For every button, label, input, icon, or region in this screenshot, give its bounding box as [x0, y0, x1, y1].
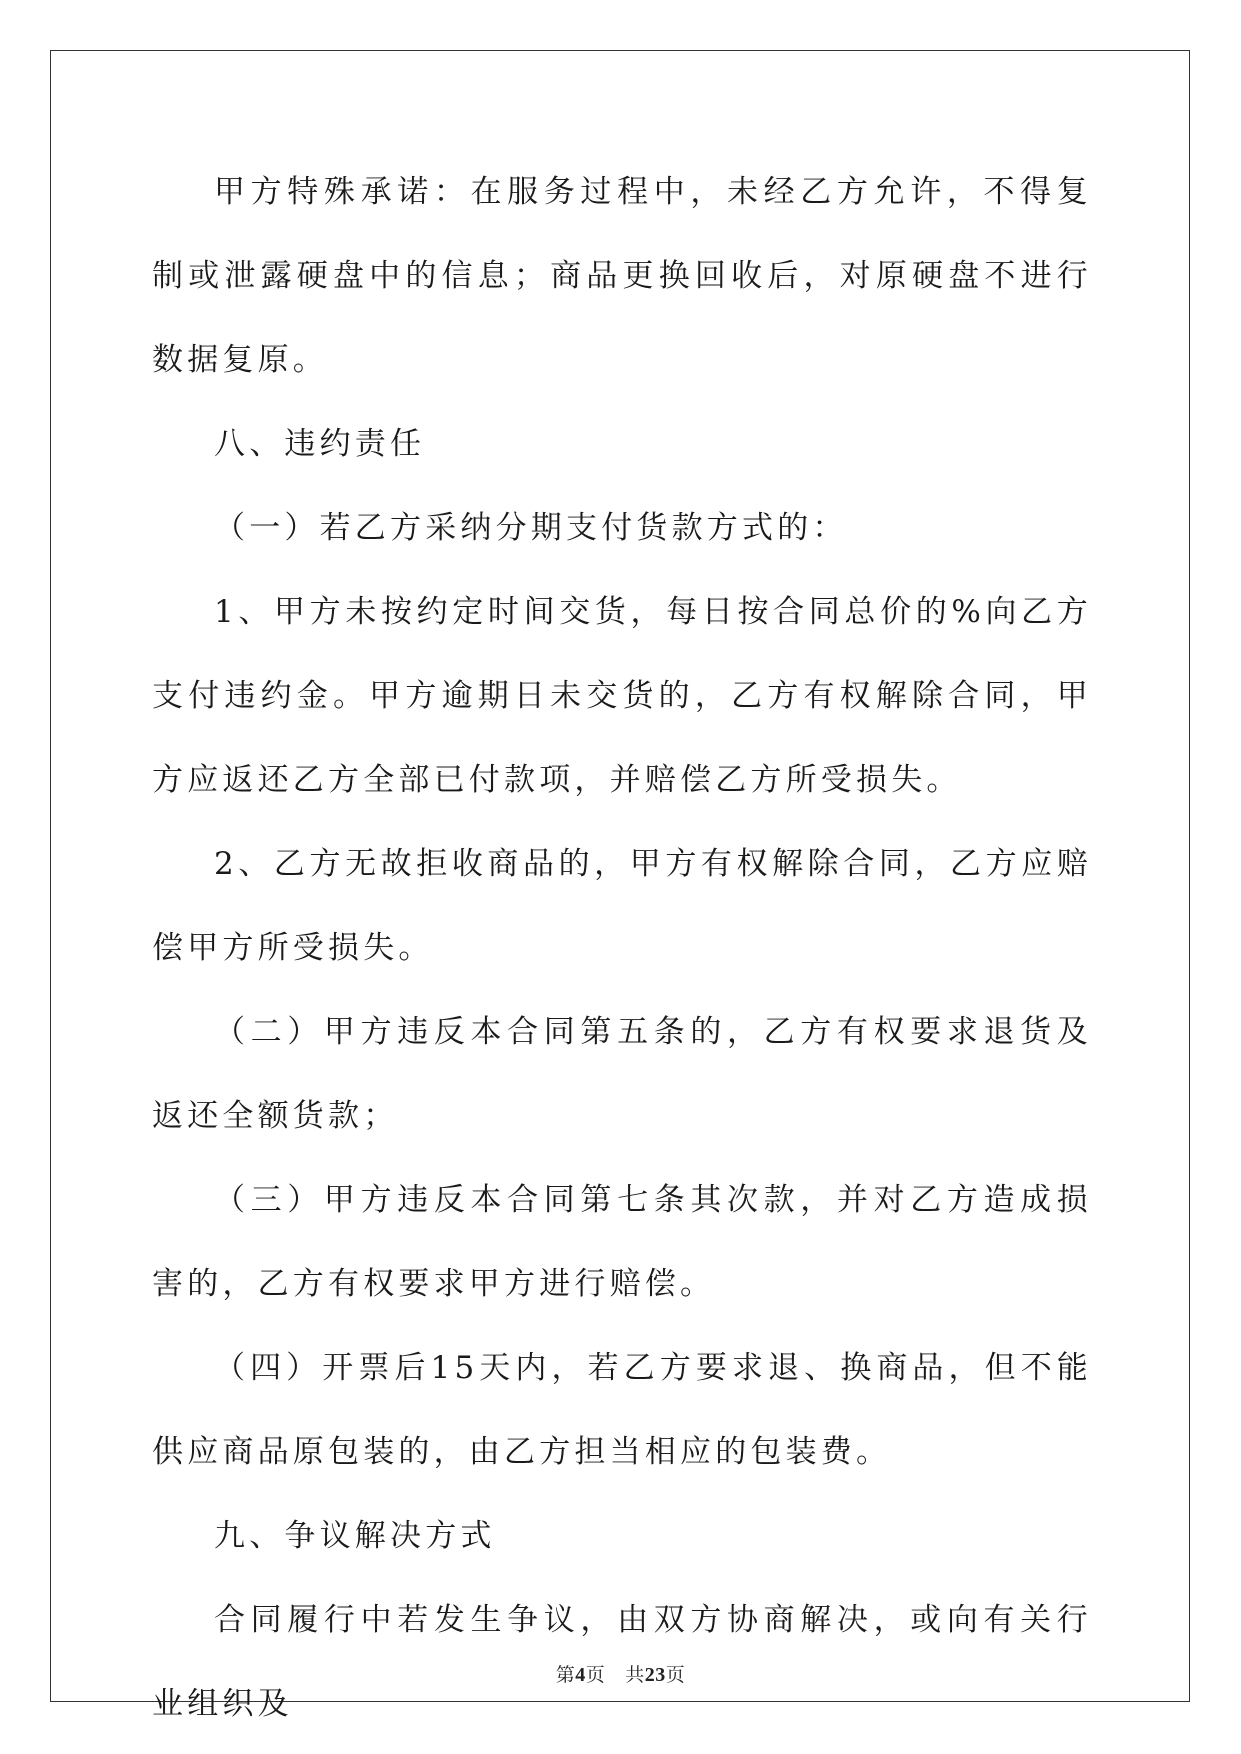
- footer-page-number: 4: [575, 1664, 586, 1686]
- footer-total-suffix: 页: [665, 1664, 686, 1686]
- paragraph-item-2: 2、乙方无故拒收商品的，甲方有权解除合同，乙方应赔偿甲方所受损失。: [152, 846, 1092, 966]
- paragraph-clause-3: （三）甲方违反本合同第七条其次款，并对乙方造成损害的，乙方有权要求甲方进行赔偿。: [152, 1182, 1092, 1302]
- paragraph-clause-4: （四）开票后15天内，若乙方要求退、换商品，但不能供应商品原包装的，由乙方担当相应的包装费。: [152, 1350, 1092, 1470]
- footer-total-pages: 23: [644, 1664, 666, 1686]
- footer-page-suffix: 页: [585, 1664, 606, 1686]
- page-footer: [0, 1660, 1241, 1687]
- section-heading-dispute-resolution: 九、争议解决方式: [214, 1518, 496, 1554]
- paragraph-item-1: 1、甲方未按约定时间交货，每日按合同总价的%向乙方支付违约金。甲方逾期日未交货的，乙方有权解除合同，甲方应返还乙方全部已付款项，并赔偿乙方所受损失。: [152, 594, 1092, 798]
- paragraph-installment-clause: （一）若乙方采纳分期支付货款方式的：: [214, 510, 848, 546]
- paragraph-clause-2: （二）甲方违反本合同第五条的，乙方有权要求退货及返还全额货款；: [152, 1014, 1092, 1134]
- footer-page-prefix: 第: [555, 1664, 576, 1686]
- footer-total-prefix: 共: [625, 1664, 645, 1686]
- section-heading-breach-liability: 八、违约责任: [214, 426, 426, 462]
- document-body: [152, 150, 1092, 1746]
- paragraph-dispute-resolution: 合同履行中若发生争议，由双方协商解决，或向有关行业组织及: [152, 1602, 1092, 1722]
- paragraph-special-commitment: 甲方特殊承诺：在服务过程中，未经乙方允许，不得复制或泄露硬盘中的信息；商品更换回收后，对原硬盘不进行数据复原。: [152, 174, 1092, 378]
